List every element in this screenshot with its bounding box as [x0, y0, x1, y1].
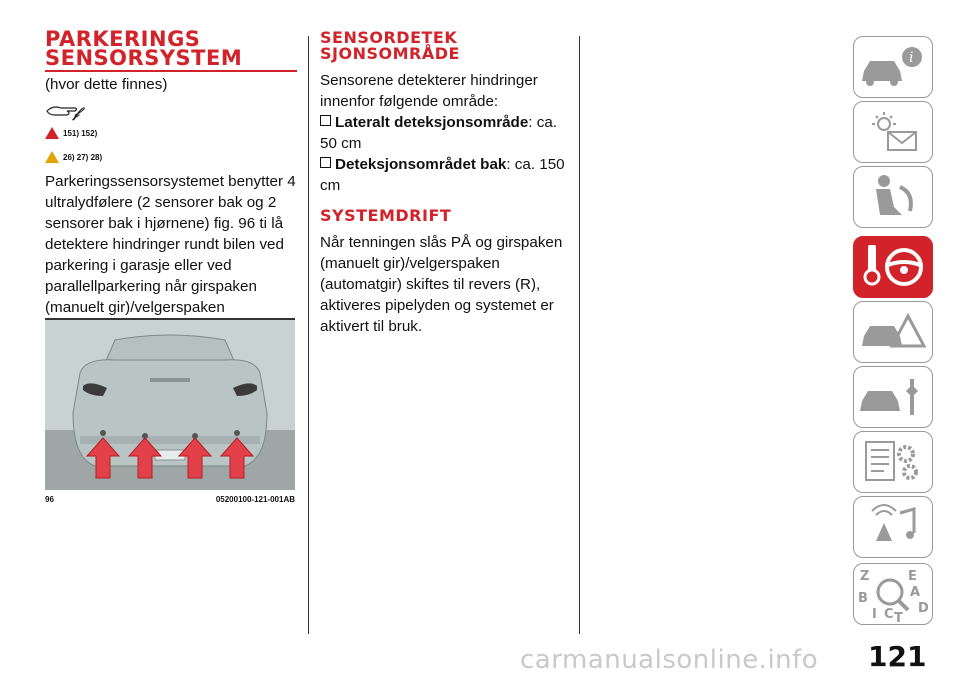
index-letter: Z	[860, 569, 870, 584]
figure-code: 05200100-121-001AB	[215, 495, 295, 504]
optional-hand-icon	[45, 97, 297, 123]
svg-text:i: i	[909, 50, 914, 66]
index-letter: I	[872, 607, 877, 622]
index-letter: D	[918, 601, 929, 616]
tab-maintenance[interactable]	[853, 366, 933, 428]
caution-ref-yellow	[45, 151, 297, 163]
multimedia-icon	[854, 497, 932, 557]
parking-description: Parkeringssensorsystemet benytter 4 ultralydfølere (2 sensorer bak og 2 sensorer bak i hjørnene) fig. 96 ti lå detektere hindringer rundt bilen ved parkering i garasje eller ved parallellparkering når girspaken (manuelt gir)/velgerspaken	[45, 173, 296, 316]
seat-safety-icon	[854, 167, 932, 227]
availability-note: (hvor dette finnes)	[45, 76, 168, 93]
column-divider-2	[579, 36, 580, 634]
index-icon	[854, 564, 932, 624]
bullet-square-icon	[320, 157, 331, 168]
system-operation-text: Når tenningen slås PÅ og girspaken (manuelt gir)/velgerspaken (automatgir) skiftes til revers (R), aktiveres pipelyden og systemet er aktivert til bruk.	[320, 234, 563, 335]
title-line-2: SENSORSYSTEM	[45, 46, 243, 70]
tab-car-info[interactable]	[853, 36, 933, 98]
tab-index[interactable]	[853, 563, 933, 625]
middle-column	[320, 30, 578, 337]
title-line-1: SENSORDETEK	[320, 28, 458, 47]
specs-gears-icon	[854, 432, 932, 492]
tab-starting-driving[interactable]	[853, 236, 933, 298]
section-title-detection-area	[320, 30, 578, 62]
section-title-parking	[45, 27, 297, 70]
accident-warning-icon	[854, 302, 932, 362]
left-column	[45, 27, 297, 339]
section-title-system-operation: SYSTEMDRIFT	[320, 206, 452, 225]
caution-triangle-icon	[45, 151, 59, 163]
watermark: carmanualsonline.info	[520, 645, 819, 675]
tab-technical-data[interactable]	[853, 431, 933, 493]
warning-triangle-icon	[45, 127, 59, 139]
tab-dashboard[interactable]	[853, 101, 933, 163]
bullet-square-icon	[320, 115, 331, 126]
key-steering-icon	[854, 237, 932, 297]
item-value: : ca. 150 cm	[320, 156, 565, 194]
figure-number: 96	[45, 495, 54, 504]
dashboard-lights-icon	[854, 102, 932, 162]
detection-item-rear	[320, 154, 578, 196]
figure-caption	[45, 495, 295, 504]
page-number: 121	[868, 640, 927, 673]
index-letter: C	[884, 607, 894, 622]
title-underline	[45, 70, 297, 72]
title-line-1: PARKERINGS	[45, 27, 201, 51]
item-value: : ca. 50 cm	[320, 114, 557, 152]
column-divider-1	[308, 36, 309, 634]
caution-ref-text: 26) 27) 28)	[63, 152, 103, 162]
tab-multimedia[interactable]	[853, 496, 933, 558]
warning-ref-text: 151) 152)	[63, 128, 98, 138]
item-label: Deteksjonsområdet bak	[335, 156, 507, 173]
warning-ref-red	[45, 127, 297, 139]
car-service-icon	[854, 367, 932, 427]
svg-text:𝒻: 𝒻	[73, 105, 80, 121]
index-letter: E	[908, 569, 917, 584]
detection-intro: Sensorene detekterer hindringer innenfor følgende område:	[320, 72, 538, 110]
index-letter: A	[910, 585, 921, 600]
car-info-icon	[854, 37, 932, 97]
tab-emergency[interactable]	[853, 301, 933, 363]
tab-safety[interactable]	[853, 166, 933, 228]
title-line-2: SJONSOMRÅDE	[320, 44, 460, 63]
index-letter: T	[894, 611, 903, 624]
figure-car-rear-sensors	[45, 318, 295, 490]
detection-item-lateral	[320, 112, 578, 154]
index-letter: B	[858, 591, 868, 606]
item-label: Lateralt deteksjonsområde	[335, 114, 529, 131]
